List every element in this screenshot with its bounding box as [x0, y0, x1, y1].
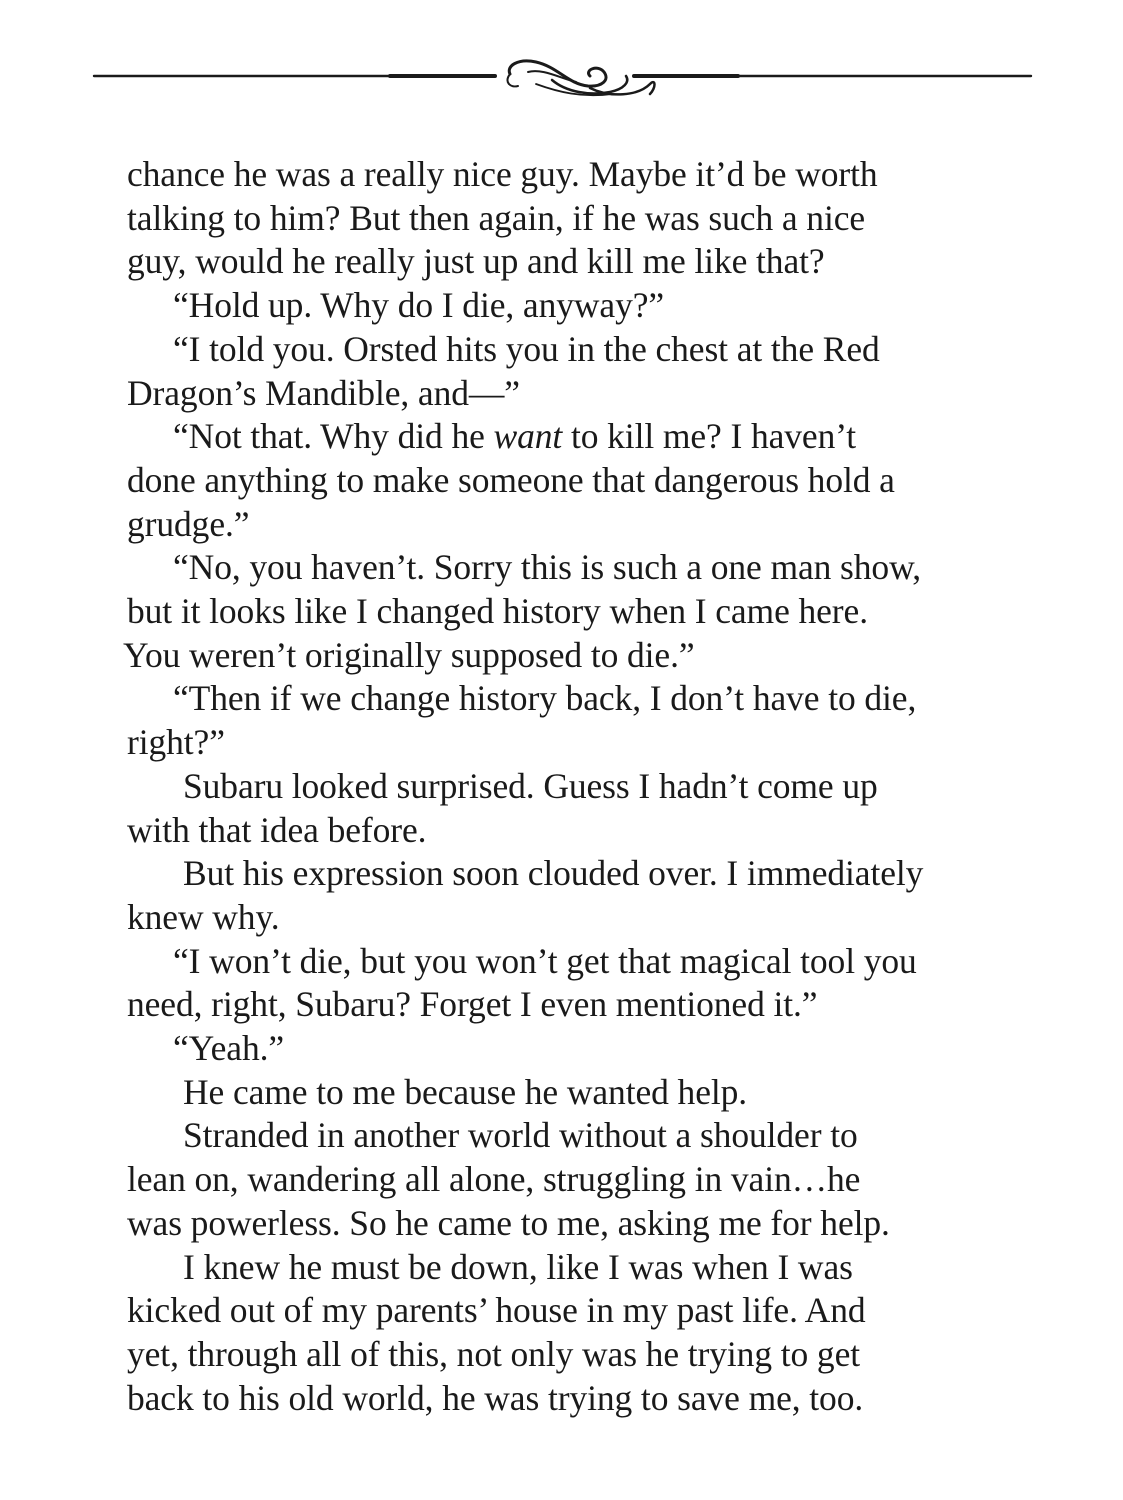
text-span: “Not that. Why did he [173, 416, 494, 457]
text-line: You weren’t originally supposed to die.” [123, 634, 695, 675]
text-line: “Hold up. Why do I die, anyway?” [173, 285, 665, 326]
text-line: talking to him? But then again, if he was such a nice [127, 197, 866, 238]
text-line: Subaru looked surprised. Guess I hadn’t come up [183, 765, 878, 806]
text-line: He came to me because he wanted help. [183, 1071, 748, 1112]
text-line: I knew he must be down, like I was when I was [183, 1246, 853, 1287]
text-line: chance he was a really nice guy. Maybe it’d be worth [127, 154, 878, 194]
text-line: guy, would he really just up and kill me like that? [127, 241, 825, 282]
text-line: knew why. [127, 896, 280, 937]
text-span: to kill me? I haven’t [562, 416, 857, 457]
text-line [127, 415, 987, 459]
text-line: was powerless. So he came to me, asking me for help. [127, 1202, 890, 1243]
text-line: Stranded in another world without a shoulder to [183, 1115, 858, 1156]
text-line: done anything to make someone that dangerous hold a [127, 459, 895, 500]
text-line: Dragon’s Mandible, and—” [127, 372, 520, 413]
body-text [123, 153, 987, 1420]
text-line: with that idea before. [127, 809, 427, 850]
text-line: right?” [127, 722, 225, 763]
emphasis-text: want [493, 416, 563, 457]
text-line: “I told you. Orsted hits you in the chest at the Red [173, 328, 880, 369]
text-line: need, right, Subaru? Forget I even mentioned it.” [127, 984, 818, 1025]
text-line: “Then if we change history back, I don’t have to die, [173, 678, 917, 719]
flourish-divider-icon [90, 48, 1035, 108]
text-line: “Yeah.” [173, 1028, 285, 1069]
text-line: But his expression soon clouded over. I immediately [183, 853, 924, 894]
text-line: lean on, wandering all alone, struggling in vain…he [127, 1159, 861, 1200]
text-line: “No, you haven’t. Sorry this is such a one man show, [173, 547, 922, 588]
text-line: back to his old world, he was trying to save me, too. [127, 1377, 864, 1418]
text-line: kicked out of my parents’ house in my past life. And [127, 1290, 866, 1331]
text-line: grudge.” [127, 503, 250, 544]
text-line: “I won’t die, but you won’t get that magical tool you [173, 940, 917, 981]
text-line: yet, through all of this, not only was he trying to get [127, 1333, 860, 1374]
text-line: but it looks like I changed history when I came here. [127, 591, 868, 632]
